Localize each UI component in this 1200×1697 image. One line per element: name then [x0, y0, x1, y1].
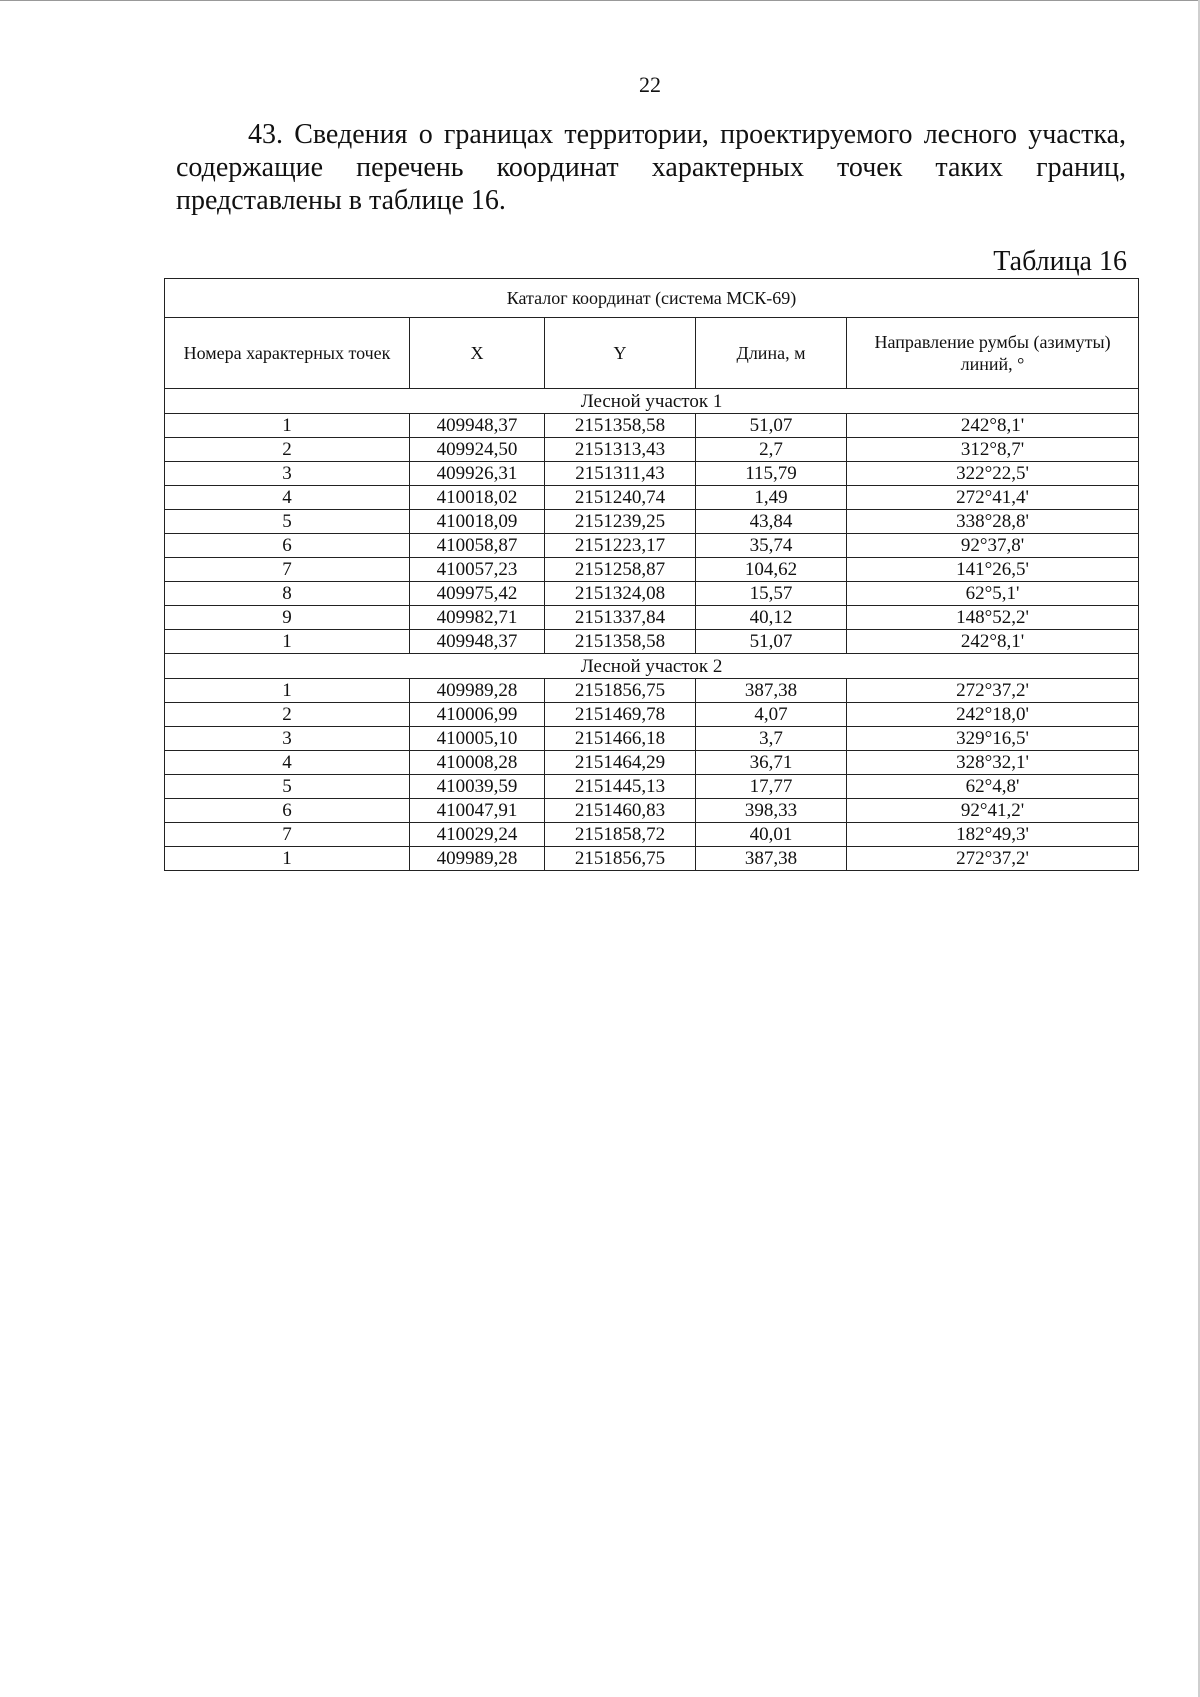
table-row	[165, 438, 1139, 462]
cell-y-coordinate: 2151469,78	[545, 703, 696, 727]
cell-point-number: 1	[165, 414, 410, 438]
cell-length: 51,07	[696, 414, 847, 438]
cell-length: 15,57	[696, 582, 847, 606]
header-direction: Направление румбы (азимуты) линий, °	[847, 318, 1139, 389]
cell-x-coordinate: 409924,50	[410, 438, 545, 462]
cell-x-coordinate: 410047,91	[410, 799, 545, 823]
table-row	[165, 751, 1139, 775]
section-row	[165, 389, 1139, 414]
cell-y-coordinate: 2151324,08	[545, 582, 696, 606]
cell-point-number: 6	[165, 534, 410, 558]
intro-paragraph	[176, 118, 1126, 217]
cell-point-number: 7	[165, 558, 410, 582]
cell-direction: 328°32,1'	[847, 751, 1139, 775]
header-y: Y	[545, 318, 696, 389]
cell-direction: 141°26,5'	[847, 558, 1139, 582]
cell-length: 1,49	[696, 486, 847, 510]
cell-length: 3,7	[696, 727, 847, 751]
table-row	[165, 679, 1139, 703]
cell-point-number: 2	[165, 703, 410, 727]
cell-point-number: 5	[165, 775, 410, 799]
cell-length: 35,74	[696, 534, 847, 558]
cell-y-coordinate: 2151358,58	[545, 414, 696, 438]
table-row	[165, 703, 1139, 727]
cell-length: 398,33	[696, 799, 847, 823]
cell-y-coordinate: 2151240,74	[545, 486, 696, 510]
table-row	[165, 727, 1139, 751]
catalog-title: Каталог координат (система МСК-69)	[165, 279, 1139, 318]
cell-point-number: 2	[165, 438, 410, 462]
cell-direction: 312°8,7'	[847, 438, 1139, 462]
cell-x-coordinate: 409926,31	[410, 462, 545, 486]
cell-y-coordinate: 2151258,87	[545, 558, 696, 582]
paragraph-line-1: 43. Сведения о границах территории, проектируемого лесного участка,	[248, 119, 1126, 150]
table-row	[165, 558, 1139, 582]
catalog-title-row	[165, 279, 1139, 318]
cell-length: 36,71	[696, 751, 847, 775]
cell-point-number: 5	[165, 510, 410, 534]
cell-point-number: 3	[165, 727, 410, 751]
cell-direction: 338°28,8'	[847, 510, 1139, 534]
cell-x-coordinate: 410018,02	[410, 486, 545, 510]
cell-x-coordinate: 410005,10	[410, 727, 545, 751]
cell-y-coordinate: 2151313,43	[545, 438, 696, 462]
cell-y-coordinate: 2151337,84	[545, 606, 696, 630]
cell-x-coordinate: 409989,28	[410, 679, 545, 703]
cell-x-coordinate: 409982,71	[410, 606, 545, 630]
cell-direction: 329°16,5'	[847, 727, 1139, 751]
cell-x-coordinate: 410057,23	[410, 558, 545, 582]
table-row	[165, 510, 1139, 534]
cell-direction: 62°5,1'	[847, 582, 1139, 606]
paragraph-line-3: представлены в таблице 16.	[176, 185, 506, 216]
cell-x-coordinate: 410039,59	[410, 775, 545, 799]
page-number: 22	[639, 72, 661, 97]
cell-x-coordinate: 410018,09	[410, 510, 545, 534]
cell-length: 104,62	[696, 558, 847, 582]
header-row	[165, 318, 1139, 389]
table-row	[165, 823, 1139, 847]
cell-y-coordinate: 2151223,17	[545, 534, 696, 558]
cell-direction: 92°41,2'	[847, 799, 1139, 823]
coordinates-table	[164, 278, 1139, 871]
table-row	[165, 799, 1139, 823]
cell-length: 115,79	[696, 462, 847, 486]
cell-length: 17,77	[696, 775, 847, 799]
table-body	[165, 389, 1139, 871]
table-row	[165, 582, 1139, 606]
cell-y-coordinate: 2151856,75	[545, 847, 696, 871]
cell-y-coordinate: 2151460,83	[545, 799, 696, 823]
section-row	[165, 654, 1139, 679]
cell-x-coordinate: 410006,99	[410, 703, 545, 727]
cell-direction: 272°37,2'	[847, 679, 1139, 703]
cell-point-number: 7	[165, 823, 410, 847]
cell-y-coordinate: 2151464,29	[545, 751, 696, 775]
cell-y-coordinate: 2151358,58	[545, 630, 696, 654]
cell-x-coordinate: 409989,28	[410, 847, 545, 871]
cell-direction: 92°37,8'	[847, 534, 1139, 558]
cell-point-number: 8	[165, 582, 410, 606]
cell-x-coordinate: 410029,24	[410, 823, 545, 847]
cell-direction: 272°37,2'	[847, 847, 1139, 871]
cell-length: 43,84	[696, 510, 847, 534]
cell-x-coordinate: 410008,28	[410, 751, 545, 775]
cell-x-coordinate: 409975,42	[410, 582, 545, 606]
table-caption: Таблица 16	[993, 246, 1127, 277]
table-row	[165, 414, 1139, 438]
cell-y-coordinate: 2151858,72	[545, 823, 696, 847]
cell-point-number: 6	[165, 799, 410, 823]
cell-point-number: 4	[165, 751, 410, 775]
cell-direction: 62°4,8'	[847, 775, 1139, 799]
cell-point-number: 1	[165, 847, 410, 871]
cell-y-coordinate: 2151856,75	[545, 679, 696, 703]
cell-x-coordinate: 410058,87	[410, 534, 545, 558]
cell-point-number: 1	[165, 630, 410, 654]
cell-length: 40,01	[696, 823, 847, 847]
table-row	[165, 606, 1139, 630]
cell-direction: 242°8,1'	[847, 414, 1139, 438]
cell-direction: 322°22,5'	[847, 462, 1139, 486]
table-row	[165, 630, 1139, 654]
cell-length: 2,7	[696, 438, 847, 462]
table-row	[165, 775, 1139, 799]
cell-direction: 182°49,3'	[847, 823, 1139, 847]
section-title: Лесной участок 1	[165, 389, 1139, 414]
cell-length: 4,07	[696, 703, 847, 727]
table-row	[165, 534, 1139, 558]
cell-x-coordinate: 409948,37	[410, 414, 545, 438]
paragraph-line-2: содержащие перечень координат характерных точек таких границ,	[176, 152, 1126, 183]
cell-y-coordinate: 2151445,13	[545, 775, 696, 799]
cell-direction: 242°8,1'	[847, 630, 1139, 654]
table-row	[165, 486, 1139, 510]
header-x: X	[410, 318, 545, 389]
header-length: Длина, м	[696, 318, 847, 389]
cell-direction: 272°41,4'	[847, 486, 1139, 510]
cell-length: 40,12	[696, 606, 847, 630]
header-points: Номера характерных точек	[165, 318, 410, 389]
section-title: Лесной участок 2	[165, 654, 1139, 679]
cell-y-coordinate: 2151311,43	[545, 462, 696, 486]
scan-top-edge	[0, 0, 1200, 4]
table-row	[165, 847, 1139, 871]
cell-length: 387,38	[696, 847, 847, 871]
cell-point-number: 4	[165, 486, 410, 510]
cell-length: 387,38	[696, 679, 847, 703]
cell-point-number: 3	[165, 462, 410, 486]
cell-direction: 148°52,2'	[847, 606, 1139, 630]
cell-point-number: 1	[165, 679, 410, 703]
table-row	[165, 462, 1139, 486]
cell-point-number: 9	[165, 606, 410, 630]
cell-y-coordinate: 2151466,18	[545, 727, 696, 751]
cell-x-coordinate: 409948,37	[410, 630, 545, 654]
cell-direction: 242°18,0'	[847, 703, 1139, 727]
cell-length: 51,07	[696, 630, 847, 654]
cell-y-coordinate: 2151239,25	[545, 510, 696, 534]
